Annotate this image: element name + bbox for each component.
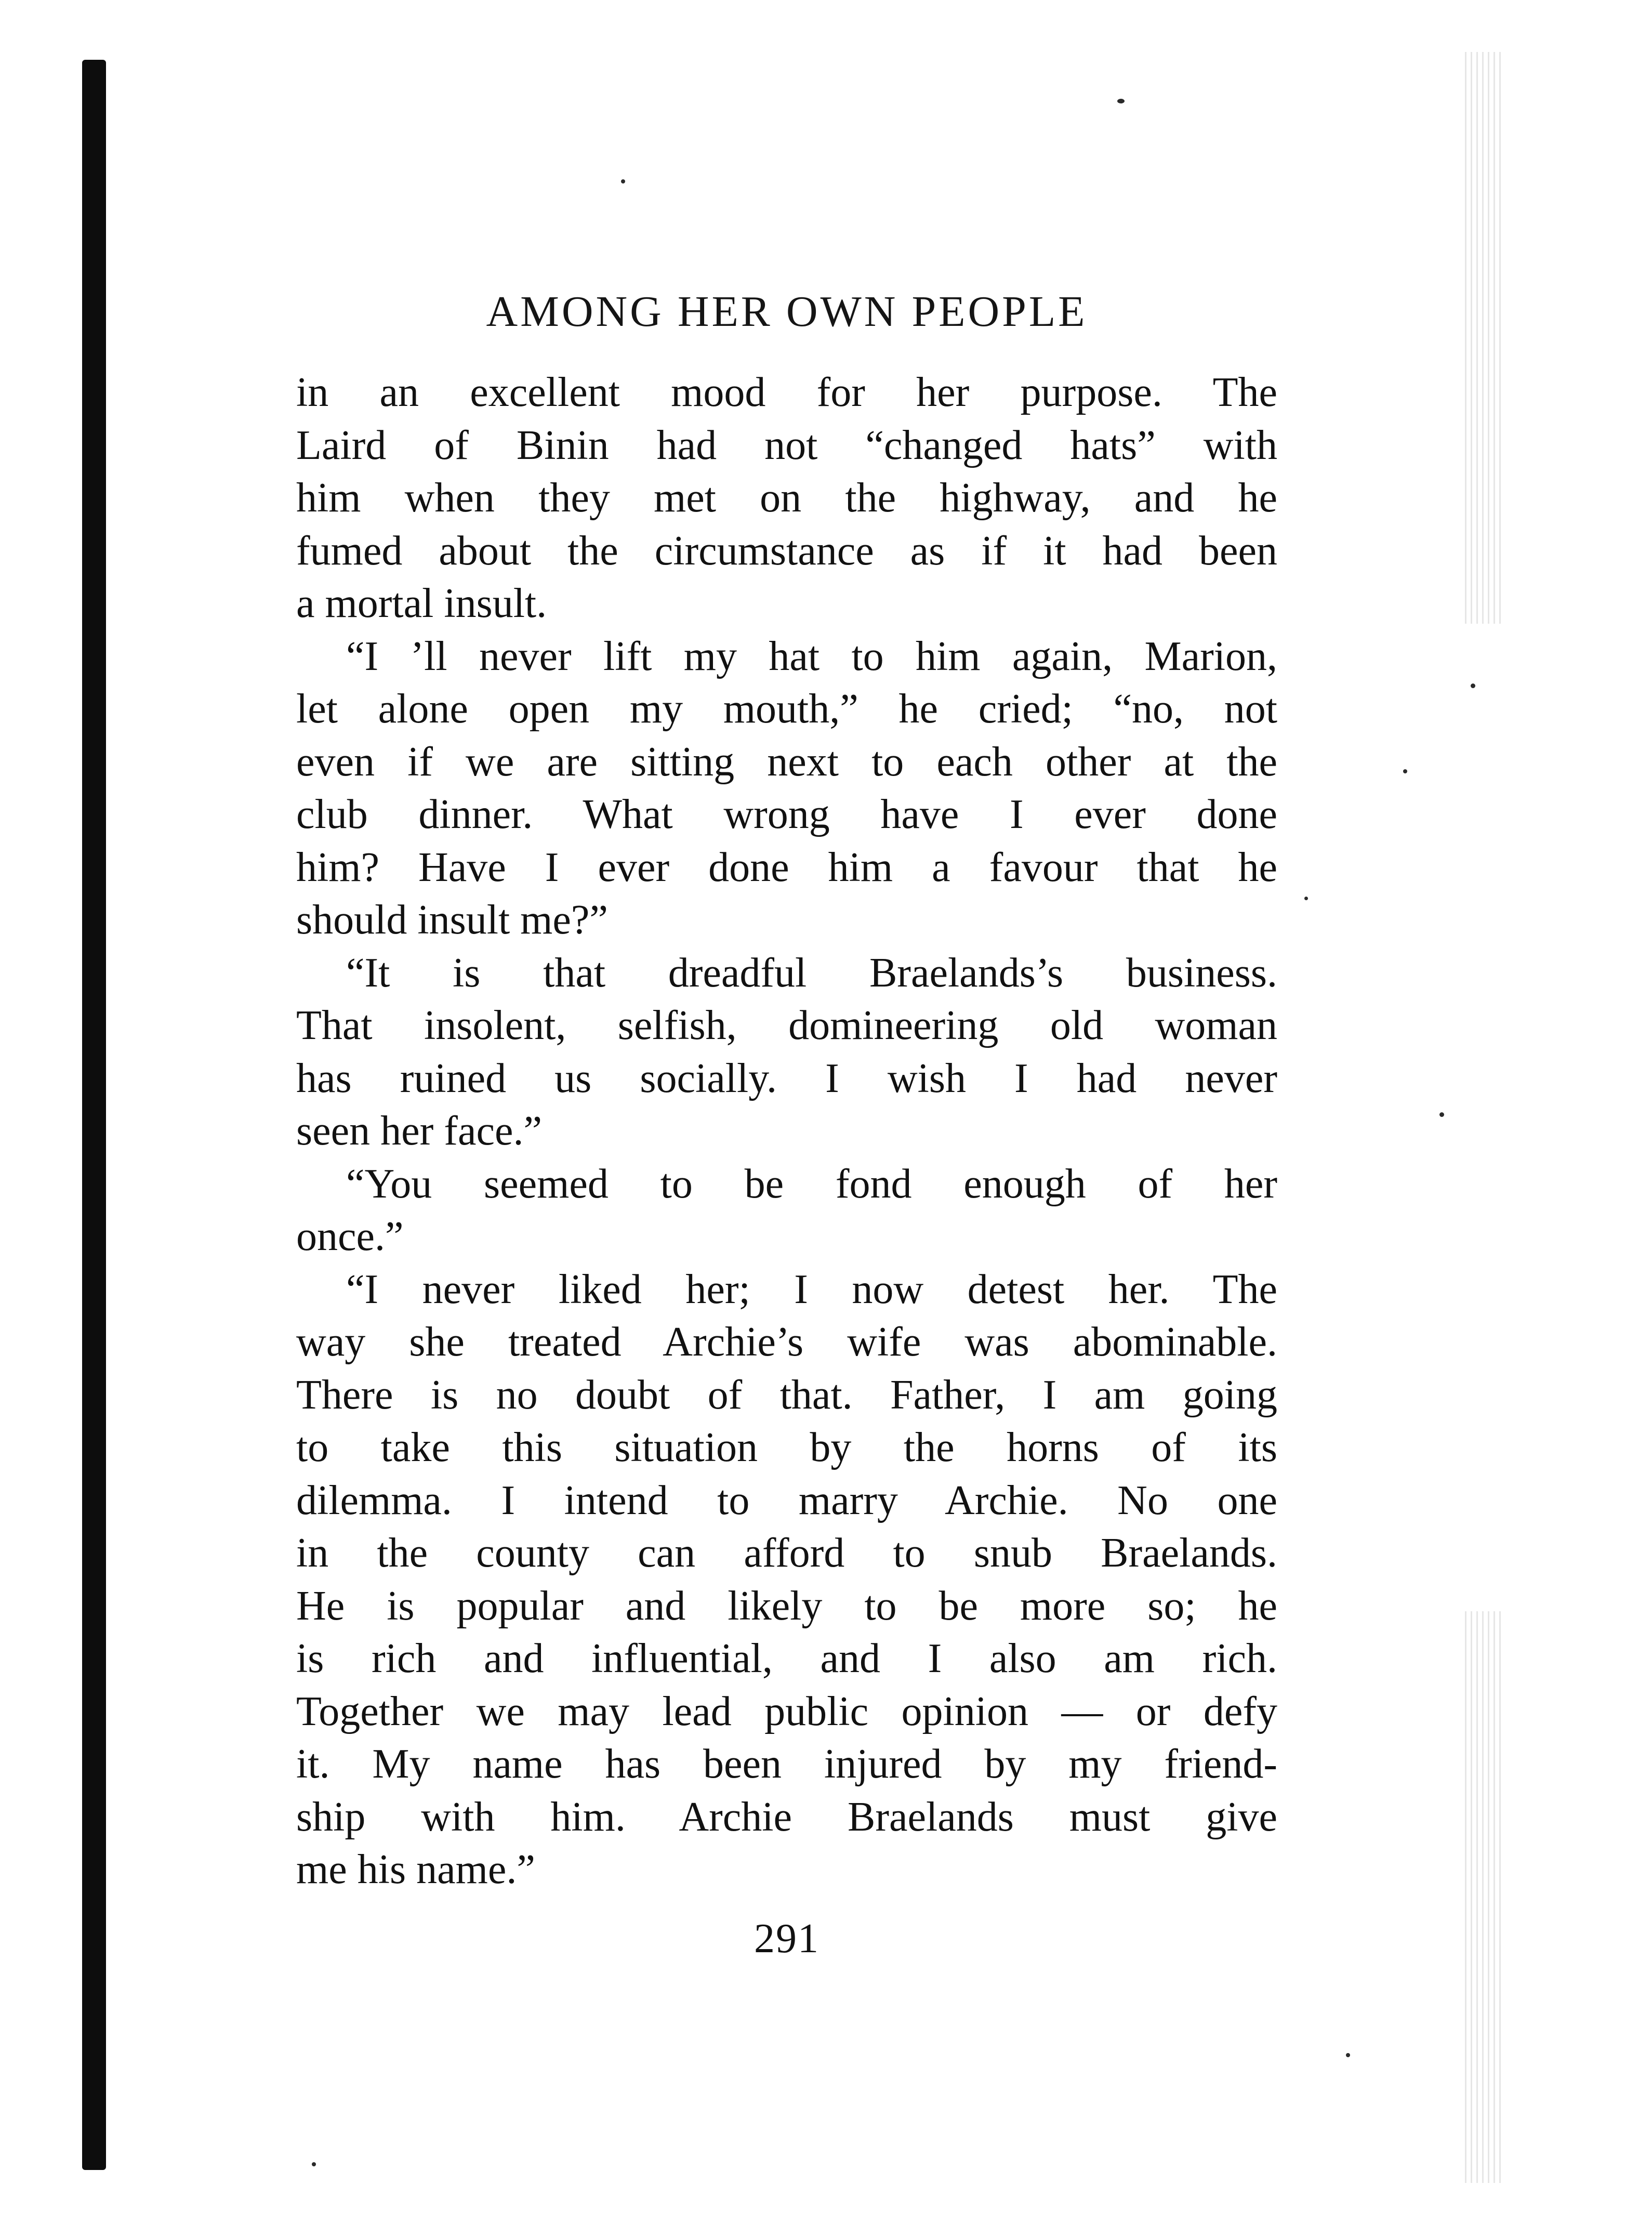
scan-speck [1403, 769, 1407, 773]
text-line: Together we may lead public opinion — or defy [296, 1688, 1277, 1734]
scan-speck [621, 179, 625, 183]
text-line: once.” [296, 1214, 404, 1259]
text-line: He is popular and likely to be more so; he [296, 1583, 1277, 1629]
text-line: let alone open my mouth,” he cried; “no, not [296, 686, 1277, 732]
text-line: way she treated Archie’s wife was abominable. [296, 1319, 1277, 1365]
page-edge-noise [1465, 1611, 1501, 2183]
text-line: even if we are sitting next to each other at the [296, 739, 1277, 785]
text-line: “I never liked her; I now detest her. The [346, 1266, 1277, 1312]
running-head: AMONG HER OWN PEOPLE [486, 287, 1088, 336]
text-line: a mortal insult. [296, 581, 547, 626]
page-number: 291 [754, 1916, 820, 1962]
scan-speck [1346, 2053, 1350, 2057]
text-line: has ruined us socially. I wish I had never [296, 1055, 1277, 1101]
text-line: dilemma. I intend to marry Archie. No one [296, 1477, 1277, 1523]
text-line: him? Have I ever done him a favour that he [296, 844, 1277, 890]
scan-speck [1471, 683, 1475, 688]
text-line: Laird of Binin had not “changed hats” with [296, 422, 1277, 468]
text-line: it. My name has been injured by my friend- [296, 1741, 1277, 1787]
scan-speck [312, 2162, 316, 2166]
scan-speck [1439, 1112, 1444, 1117]
text-line: in an excellent mood for her purpose. The [296, 370, 1277, 415]
text-line: club dinner. What wrong have I ever done [296, 792, 1277, 837]
text-line: There is no doubt of that. Father, I am going [296, 1372, 1277, 1418]
text-line: “I ’ll never lift my hat to him again, Marion, [346, 633, 1277, 679]
text-line: in the county can afford to snub Braelands. [296, 1530, 1277, 1576]
text-line: is rich and influential, and I also am rich. [296, 1636, 1277, 1681]
page-edge-noise [1465, 52, 1501, 624]
text-line: fumed about the circumstance as if it had been [296, 528, 1277, 574]
text-line: him when they met on the highway, and he [296, 475, 1277, 521]
body-text [296, 366, 1277, 1897]
text-line: me his name.” [296, 1847, 535, 1892]
text-line: ship with him. Archie Braelands must give [296, 1794, 1277, 1840]
text-line: “It is that dreadful Braelands’s business. [346, 950, 1277, 996]
text-line: to take this situation by the horns of its [296, 1425, 1277, 1470]
text-line: “You seemed to be fond enough of her [346, 1161, 1277, 1207]
text-line: That insolent, selfish, domineering old woman [296, 1003, 1277, 1048]
text-line: seen her face.” [296, 1108, 542, 1154]
scan-speck [1117, 99, 1125, 103]
book-binding-shadow [82, 60, 106, 2170]
text-line: should insult me?” [296, 897, 608, 943]
scan-speck [1304, 897, 1308, 900]
